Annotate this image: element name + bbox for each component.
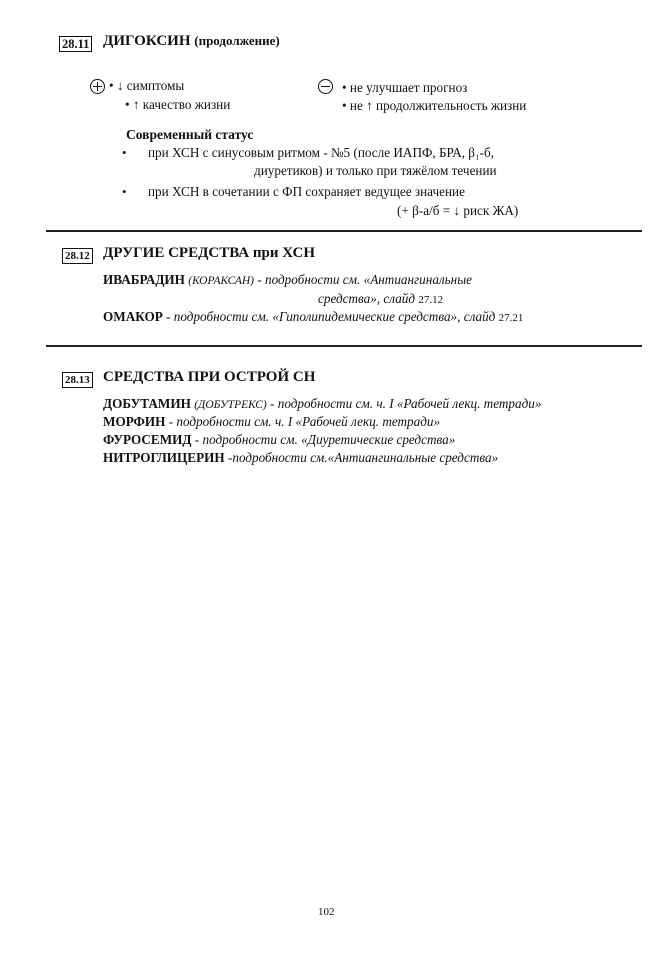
drug-entry xyxy=(103,450,498,466)
drug-entry xyxy=(103,432,455,448)
section-title xyxy=(103,33,280,50)
status-bullet-text: при ХСН в сочетании с ФП сохраняет ведущее значение xyxy=(148,184,465,199)
drug-name: ИВАБРАДИН xyxy=(103,272,185,287)
drug-reference: - подробности см. «Диуретические средства» xyxy=(191,432,456,447)
section-divider xyxy=(46,345,642,347)
drug-name: ОМАКОР xyxy=(103,309,163,324)
drug-reference: средства», слайд xyxy=(318,291,416,306)
drug-reference: - подробности см. ч. I «Рабочей лекц. тетради» xyxy=(165,414,441,429)
drug-reference: - подробности см. «Антиангинальные xyxy=(254,272,472,287)
drug-entry-continued xyxy=(318,291,443,307)
section-title: ДРУГИЕ СРЕДСТВА при ХСН xyxy=(103,245,316,261)
page-number: 102 xyxy=(318,906,335,918)
slide-number: 27.12 xyxy=(418,294,444,306)
status-heading: Современный статус xyxy=(126,127,254,142)
section-number-box: 28.13 xyxy=(62,372,93,388)
minus-circle-icon xyxy=(318,79,333,94)
minus-item: • не улучшает прогноз xyxy=(342,80,468,95)
slide-number: 27.21 xyxy=(498,312,524,324)
drug-name: ДОБУТАМИН xyxy=(103,396,191,411)
bullet-icon: • xyxy=(122,184,127,199)
section-number-box: 28.12 xyxy=(62,248,93,264)
status-bullet-text: диуретиков) и только при тяжёлом течении xyxy=(254,163,497,178)
drug-entry xyxy=(103,396,541,412)
section-divider xyxy=(46,230,642,232)
drug-reference: - подробности см. «Гиполипидемические средства», слайд xyxy=(162,309,496,324)
drug-name: ФУРОСЕМИД xyxy=(103,432,192,447)
drug-entry xyxy=(103,309,523,325)
bullet-icon: • xyxy=(122,145,127,160)
drug-trade-name: (ДОБУТРЕКС) xyxy=(194,399,267,411)
drug-reference: - подробности см. ч. I «Рабочей лекц. тетради» xyxy=(266,396,542,411)
section-title: СРЕДСТВА ПРИ ОСТРОЙ СН xyxy=(103,369,316,385)
drug-trade-name: (КОРАКСАН) xyxy=(188,275,255,287)
plus-item: • ↑ качество жизни xyxy=(125,97,231,112)
title-suffix: (продолжение) xyxy=(194,33,280,48)
drug-entry xyxy=(103,272,472,288)
plus-circle-icon xyxy=(90,79,105,94)
plus-item: • ↓ симптомы xyxy=(109,78,185,93)
title-main: ДИГОКСИН xyxy=(103,33,191,49)
minus-item: • не ↑ продолжительность жизни xyxy=(342,98,527,113)
drug-reference: -подробности см.«Антиангинальные средства» xyxy=(224,450,499,465)
section-number-box: 28.11 xyxy=(59,36,92,52)
drug-name: НИТРОГЛИЦЕРИН xyxy=(103,450,225,465)
status-bullet-text: (+ β-а/б = ↓ риск ЖА) xyxy=(397,203,519,218)
drug-entry xyxy=(103,414,440,430)
drug-name: МОРФИН xyxy=(103,414,166,429)
status-bullet-text: при ХСН с синусовым ритмом - №5 (после ИАПФ, БРА, β₁-б, xyxy=(148,145,495,160)
